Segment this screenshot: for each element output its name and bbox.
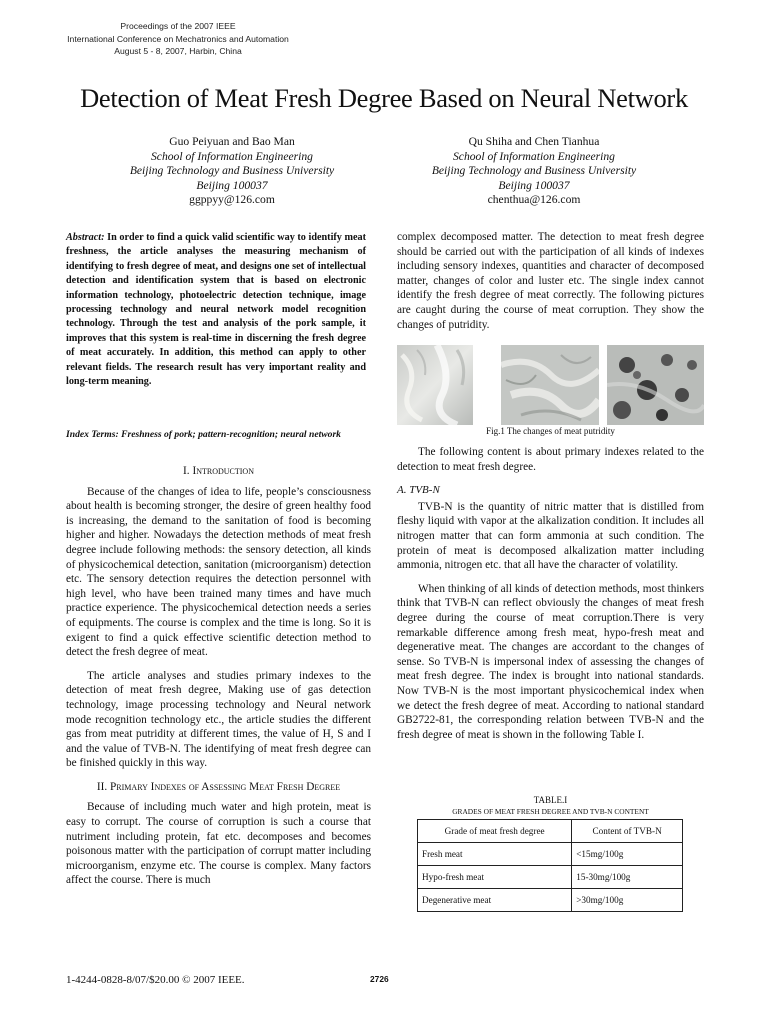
table-header-row xyxy=(418,820,683,843)
meat-photo-fresh xyxy=(397,345,473,425)
right-paragraph-1: complex decomposed matter. The detection to meat fresh degree should be carried out with the participation of all kinds of indexes including sensory indexes, quantities and character of decomposed matter, changes of color and luster etc. The single index cannot identify the fresh degree of meat correctly. The following pictures are caught during the course of meat corruption. They show the changes of putridity. xyxy=(397,231,704,331)
author-school: School of Information Engineering xyxy=(453,149,615,163)
conference-line-2: International Conference on Mechatronics and Automation xyxy=(67,33,289,44)
right-paragraph-4: When thinking of all kinds of detection methods, most thinkers think that TVB-N can reflect obviously the changes of meat fresh degree during the course of meat corruption.There is very remarkable difference among fresh meat, hypo-fresh meat and degenerative meat. The changes are accordant to the changes of sense. So TVB-N is impersonal index of assessing the changes of meat fresh degree. The index is brought into national standards. Now TVB-N is the most important physicochemical index when we detect the fresh degree of meat. According to national standard GB2722-81, the corresponding relation between TVB-N and the fresh degree of meat is shown in the following Table I. xyxy=(397,582,704,741)
author-email: ggppyy@126.com xyxy=(189,193,275,206)
author-block-left xyxy=(87,135,377,208)
section-heading-primary-indexes: II. Primary Indexes of Assessing Meat Fresh Degree xyxy=(96,780,341,793)
page-number: 2726 xyxy=(370,974,389,984)
table-header-cell: Grade of meat fresh degree xyxy=(418,820,572,843)
meat-photo-degenerative xyxy=(607,345,704,425)
right-paragraph-2: The following content is about primary indexes related to the detection to meat fresh degree. xyxy=(397,446,704,473)
table-row xyxy=(418,889,683,912)
left-column-body xyxy=(66,456,371,897)
table-cell: 15-30mg/100g xyxy=(572,866,683,889)
author-block-right xyxy=(389,135,679,208)
table-cell: Fresh meat xyxy=(418,843,572,866)
right-column-body xyxy=(397,445,704,751)
table-cell: Hypo-fresh meat xyxy=(418,866,572,889)
tvbn-table xyxy=(417,819,683,912)
section-heading-introduction: I. Introduction xyxy=(183,465,254,477)
paper-title: Detection of Meat Fresh Degree Based on Neural Network xyxy=(80,83,688,113)
table-header-cell: Content of TVB-N xyxy=(572,820,683,843)
figure-meat-putridity xyxy=(397,345,704,425)
section2-paragraph-1: Because of including much water and high protein, meat is easy to corrupt. The course of corruption is such a course that nutriment including protein, fat etc. decomposes and becomes poisonous matter with the participation of corrupt matter including microorganism, enzyme etc. The course is complex. Many factors affect the course. There is much xyxy=(66,801,371,887)
table-cell: >30mg/100g xyxy=(572,889,683,912)
intro-paragraph-1: Because of the changes of idea to life, people’s consciousness about health is becoming stronger, the desire of green healthy food is increasing, the demand to the sanitation of food is becoming higher and higher. Nowadays the detection methods of meat fresh degree include following methods: the sensory detection, all kinds of physicochemical detection, sanitation (microorganism) detection etc. The sensory detection requires the detection personnel with high level, who have been trained many times and have much practice experience. The physicochemical detection needs a series of equipments. The course is complex and the time is long. So it is exigent to find a quick effective scientific detection method to detect the fresh degree of meat. xyxy=(66,485,371,659)
author-school: School of Information Engineering xyxy=(151,149,313,163)
author-city: Beijing 100037 xyxy=(196,178,268,192)
author-university: Beijing Technology and Business University xyxy=(129,164,335,177)
abstract-text: In order to find a quick valid scientific way to identify meat freshness, the article analyses the measuring mechanism of identifying to fresh degree of meat, and designs one set of intellectual detection and identification system that is based on electronic information technology, photoelectric detection technique, image processing technology and neural network model recognition technology. Through the test and analysis of the pork sample, it improves that this system is real-time in discerning the fresh degree of meat accurately. In addition, this method can apply to other relevant fields. The research result has very important reality and long-term meaning. xyxy=(66,232,367,388)
conference-header xyxy=(0,20,356,58)
author-email: chenthua@126.com xyxy=(487,193,581,206)
table-cell: <15mg/100g xyxy=(572,843,683,866)
intro-paragraph-2: The article analyses and studies primary indexes to the detection of meat fresh degree, Making use of gas detection technology, image processing technology and Neural network mode recognition technology etc., the article studies the different gas from meat putridity at different times, the value of H, S and I and the value of TVB-N. The identifying of meat fresh degree can be finished quickly in this way. xyxy=(66,669,371,770)
abstract xyxy=(66,231,366,389)
index-terms-label: Index Terms: xyxy=(66,429,119,440)
table-caption: GRADES OF MEAT FRESH DEGREE AND TVB-N CONTENT xyxy=(452,807,649,816)
author-city: Beijing 100037 xyxy=(498,178,570,192)
table-label: TABLE.I xyxy=(533,795,568,805)
table-cell: Degenerative meat xyxy=(418,889,572,912)
table-caption-block xyxy=(397,795,704,817)
conference-line-3: August 5 - 8, 2007, Harbin, China xyxy=(114,46,242,56)
author-university: Beijing Technology and Business University xyxy=(431,164,637,177)
author-names: Qu Shiha and Chen Tianhua xyxy=(468,135,600,148)
subsection-heading-tvbn: A. TVB-N xyxy=(397,484,440,497)
conference-line-1: Proceedings of the 2007 IEEE xyxy=(120,21,236,31)
table-row xyxy=(418,866,683,889)
abstract-label: Abstract: xyxy=(66,232,105,243)
author-names: Guo Peiyuan and Bao Man xyxy=(169,135,295,148)
table-row xyxy=(418,843,683,866)
index-terms-text: Freshness of pork; pattern-recognition; neural network xyxy=(121,429,341,440)
right-column-top xyxy=(397,230,704,332)
figure-caption: Fig.1 The changes of meat putridity xyxy=(486,426,615,436)
right-paragraph-3: TVB-N is the quantity of nitric matter that is distilled from fleshy liquid with vapor at the alkalization condition. It includes all nitrogen matter that can form ammonia at such condition. The protein of meat is decomposed alkalization matter including ammonia, nitrogen etc. that all have the character of volatility. xyxy=(397,500,704,572)
index-terms xyxy=(66,429,366,441)
meat-photo-hypo-fresh xyxy=(501,345,599,425)
copyright-footer: 1-4244-0828-8/07/$20.00 © 2007 IEEE. xyxy=(66,974,245,986)
